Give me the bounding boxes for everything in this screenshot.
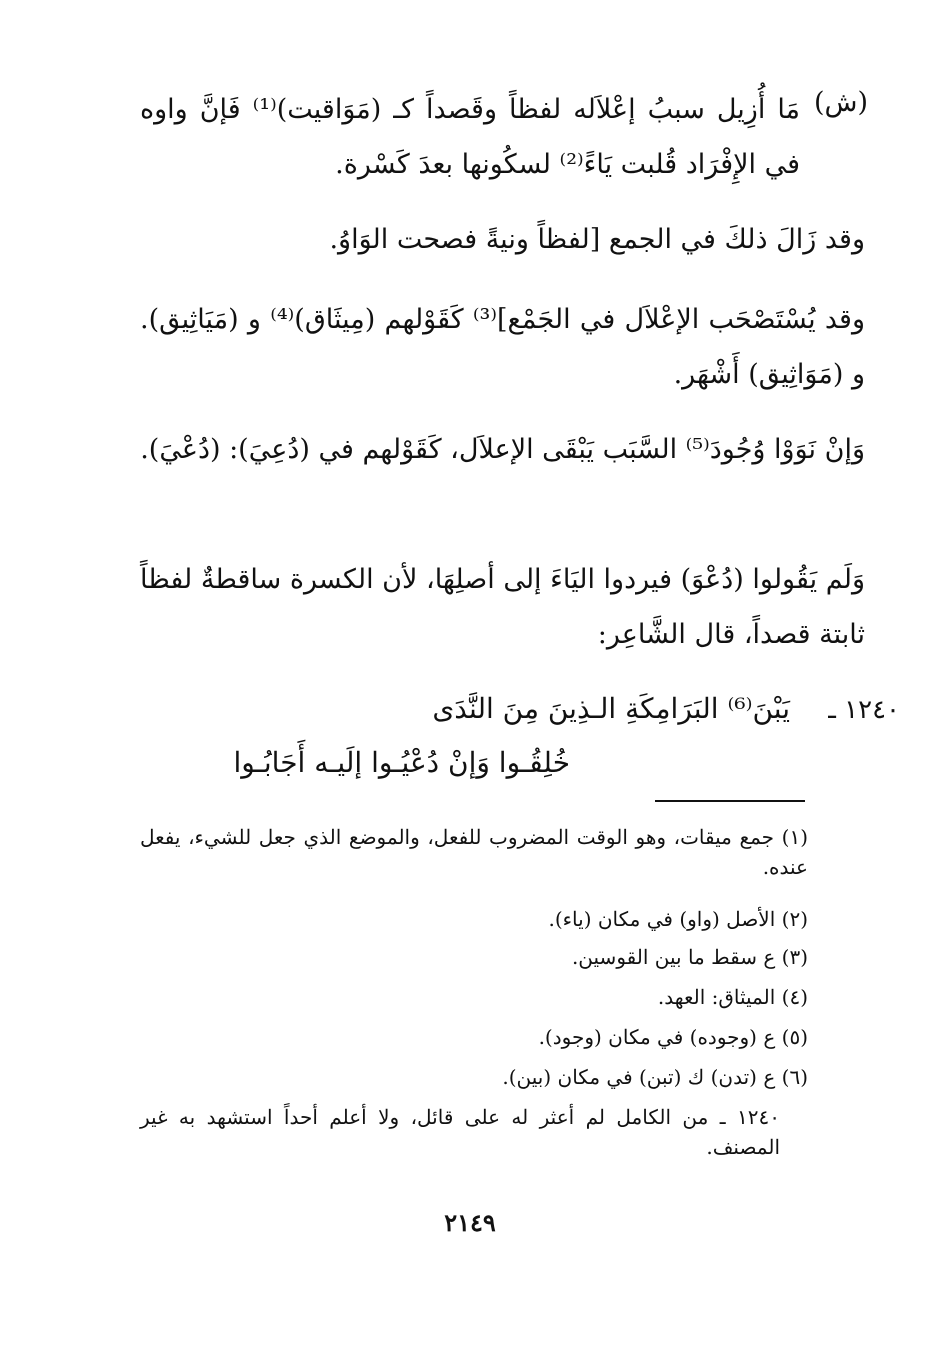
paragraph-5: وَلَم يَقُولوا (دُعْوَ) فيردوا اليَاءَ إلى أصلِهَا، لأن الكسرة ساقطةٌ لفظاً ثابتة قصداً، قال الشَّاعِر: xyxy=(140,564,865,650)
verse-line-1: يَبْنَ⁽⁶⁾ البَرَامِكَةِ الـذِينَ مِنَ النَّدَى xyxy=(432,692,790,725)
paragraph-1: مَا أُزِيل سببُ إعْلاَله لفظاً وقَصداً كـ (مَوَاقيت)⁽¹⁾ فَإنَّ واوه في الإِفْرَاد قُلبت يَاءً⁽²⁾ لسكُونها بعدَ كَسْرة. xyxy=(140,94,801,180)
footnote-5: (٥) ع (وجوده) في مكان (وجود). xyxy=(538,1025,808,1049)
footnote-4: (٤) الميثاق: العهد. xyxy=(657,985,808,1009)
page-number: ٢١٤٩ xyxy=(444,1208,496,1237)
section-marker: (ش) xyxy=(813,87,868,118)
footnote-3: (٣) ع سقط ما بين القوسين. xyxy=(571,945,808,969)
paragraph-4: وَإنْ نَوَوْا وُجُودَ⁽⁵⁾ السَّبَب يَبْقَى الإعلاَل، كَقَوْلهم في (دُعِيَ): (دُعْيَ). xyxy=(140,434,865,465)
paragraph-3: وقد يُسْتَصْحَب الإعْلاَل في الجَمْع]⁽³⁾ كَقَوْلهم (مِيثَاق)⁽⁴⁾ و (مَيَاثِيق). و (مَوَاثِيق) أَشْهَر. xyxy=(140,304,865,390)
verse-source-note: ١٢٤٠ ـ من الكامل لم أعثر له على قائل، ولا أعلم أحداً استشهد به غير المصنف. xyxy=(140,1105,780,1159)
footnote-1: (١) جمع ميقات، وهو الوقت المضروب للفعل، والموضع الذي جعل للشيء، يفعل عنده. xyxy=(140,825,808,879)
paragraph-2: وقد زَالَ ذلكَ في الجمع [لفظاً ونيةً فصحت الوَاوُ. xyxy=(329,224,865,255)
footnote-2: (٢) الأصل (واو) في مكان (ياء). xyxy=(548,907,808,931)
verse-number: ١٢٤٠ ـ xyxy=(828,695,900,725)
footnote-divider xyxy=(655,800,805,802)
footnote-6: (٦) ع (تدن) ك (تبن) في مكان (بين). xyxy=(502,1065,808,1089)
verse-line-2: خُلِقُـوا وَإنْ دُعْيُـوا إلَيـه أَجَابُـوا xyxy=(233,746,570,779)
